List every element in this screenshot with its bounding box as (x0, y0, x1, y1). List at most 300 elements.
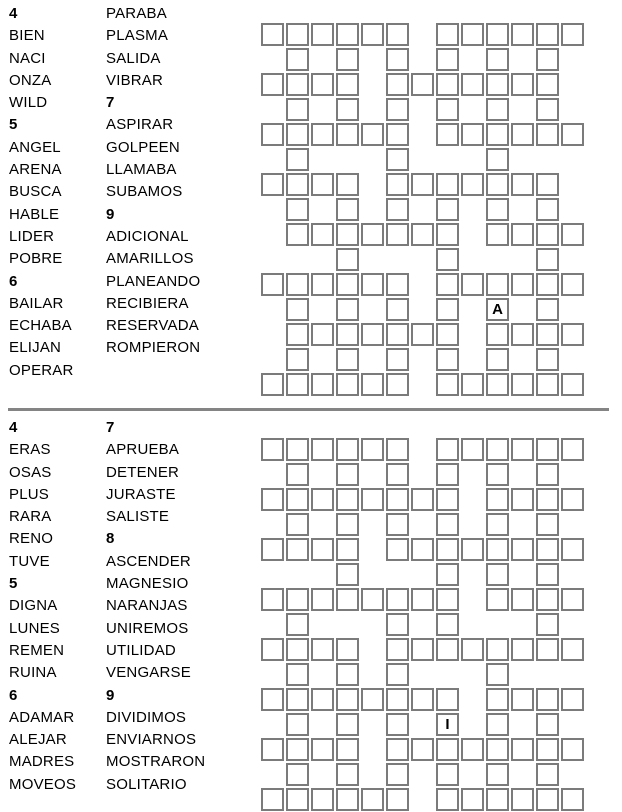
grid-cell[interactable] (311, 538, 334, 561)
fill-in-grid-top (261, 23, 585, 397)
grid-cell[interactable] (486, 638, 509, 661)
grid-cell[interactable] (311, 488, 334, 511)
grid-cell[interactable] (461, 373, 484, 396)
grid-cell[interactable] (561, 588, 584, 611)
grid-cell[interactable] (336, 73, 359, 96)
grid-cell[interactable] (286, 538, 309, 561)
word-item: RARA (9, 508, 52, 526)
grid-cell[interactable] (536, 438, 559, 461)
grid-cell[interactable] (336, 48, 359, 71)
grid-cell[interactable] (461, 123, 484, 146)
grid-cell[interactable] (336, 788, 359, 811)
grid-cell[interactable] (436, 713, 459, 736)
grid-cell[interactable] (386, 438, 409, 461)
grid-cell[interactable] (261, 588, 284, 611)
word-item: RECIBIERA (106, 294, 189, 312)
grid-cell[interactable] (486, 563, 509, 586)
grid-cell[interactable] (461, 738, 484, 761)
grid-cell[interactable] (436, 688, 459, 711)
grid-cell[interactable] (286, 298, 309, 321)
grid-cell[interactable] (486, 23, 509, 46)
grid-cell[interactable] (536, 123, 559, 146)
grid-cell[interactable] (286, 463, 309, 486)
grid-cell[interactable] (561, 738, 584, 761)
grid-cell[interactable] (386, 713, 409, 736)
grid-cell[interactable] (561, 688, 584, 711)
grid-cell[interactable] (286, 223, 309, 246)
grid-cell[interactable] (511, 123, 534, 146)
grid-cell[interactable] (286, 123, 309, 146)
grid-cell[interactable] (486, 223, 509, 246)
grid-cell[interactable] (361, 123, 384, 146)
grid-cell[interactable] (386, 663, 409, 686)
word-item: MADRES (9, 753, 75, 771)
grid-cell[interactable] (511, 688, 534, 711)
word-item: ADICIONAL (106, 227, 189, 245)
grid-cell[interactable] (311, 638, 334, 661)
grid-cell[interactable] (536, 98, 559, 121)
grid-cell[interactable] (386, 463, 409, 486)
grid-cell[interactable] (486, 98, 509, 121)
grid-cell[interactable] (536, 563, 559, 586)
grid-cell[interactable] (386, 763, 409, 786)
grid-cell[interactable] (386, 688, 409, 711)
grid-cell[interactable] (386, 73, 409, 96)
prefilled-letter: I (445, 716, 450, 733)
grid-cell[interactable] (561, 23, 584, 46)
grid-cell[interactable] (336, 248, 359, 271)
grid-cell[interactable] (486, 763, 509, 786)
grid-cell[interactable] (311, 23, 334, 46)
grid-cell[interactable] (386, 273, 409, 296)
grid-cell[interactable] (386, 638, 409, 661)
word-item: SUBAMOS (106, 183, 183, 201)
grid-cell[interactable] (286, 613, 309, 636)
grid-cell[interactable] (511, 223, 534, 246)
grid-cell[interactable] (386, 323, 409, 346)
word-item: DETENER (106, 463, 180, 481)
grid-cell[interactable] (536, 323, 559, 346)
grid-cell[interactable] (336, 738, 359, 761)
grid-cell[interactable] (286, 348, 309, 371)
grid-cell[interactable] (286, 713, 309, 736)
grid-cell[interactable] (411, 223, 434, 246)
grid-cell[interactable] (286, 638, 309, 661)
grid-cell[interactable] (436, 638, 459, 661)
grid-cell[interactable] (511, 373, 534, 396)
grid-cell[interactable] (336, 638, 359, 661)
grid-cell[interactable] (536, 298, 559, 321)
grid-cell[interactable] (461, 438, 484, 461)
word-item: ANGEL (9, 138, 61, 156)
grid-cell[interactable] (436, 173, 459, 196)
grid-cell[interactable] (336, 763, 359, 786)
word-item: ONZA (9, 71, 52, 89)
grid-cell[interactable] (311, 223, 334, 246)
grid-cell[interactable] (461, 638, 484, 661)
grid-cell[interactable] (336, 323, 359, 346)
grid-cell[interactable] (336, 373, 359, 396)
grid-cell[interactable] (311, 738, 334, 761)
grid-cell[interactable] (561, 323, 584, 346)
grid-cell[interactable] (536, 588, 559, 611)
word-item: NACI (9, 49, 46, 67)
grid-cell[interactable] (486, 488, 509, 511)
word-item: ASCENDER (106, 552, 191, 570)
grid-cell[interactable] (536, 788, 559, 811)
grid-cell[interactable] (286, 173, 309, 196)
grid-cell[interactable] (511, 73, 534, 96)
grid-cell[interactable] (561, 638, 584, 661)
grid-cell[interactable] (536, 348, 559, 371)
word-item: LIDER (9, 227, 55, 245)
grid-cell[interactable] (261, 123, 284, 146)
grid-cell[interactable] (486, 273, 509, 296)
grid-cell[interactable] (361, 323, 384, 346)
grid-cell[interactable] (286, 588, 309, 611)
grid-cell[interactable] (486, 663, 509, 686)
grid-cell[interactable] (261, 173, 284, 196)
grid-cell[interactable] (361, 788, 384, 811)
grid-cell[interactable] (386, 348, 409, 371)
grid-cell[interactable] (286, 323, 309, 346)
grid-cell[interactable] (386, 173, 409, 196)
grid-cell[interactable] (486, 298, 509, 321)
grid-cell[interactable] (336, 438, 359, 461)
grid-cell[interactable] (286, 438, 309, 461)
grid-cell[interactable] (436, 98, 459, 121)
grid-cell[interactable] (511, 23, 534, 46)
grid-cell[interactable] (386, 513, 409, 536)
grid-cell[interactable] (486, 513, 509, 536)
grid-cell[interactable] (436, 513, 459, 536)
grid-cell[interactable] (536, 513, 559, 536)
grid-cell[interactable] (386, 588, 409, 611)
grid-cell[interactable] (261, 438, 284, 461)
grid-cell[interactable] (261, 373, 284, 396)
grid-cell[interactable] (261, 638, 284, 661)
grid-cell[interactable] (336, 198, 359, 221)
grid-cell[interactable] (311, 73, 334, 96)
word-item: MAGNESIO (106, 575, 189, 593)
grid-cell[interactable] (461, 273, 484, 296)
grid-cell[interactable] (311, 323, 334, 346)
grid-cell[interactable] (511, 788, 534, 811)
word-item: OSAS (9, 463, 52, 481)
grid-cell[interactable] (286, 513, 309, 536)
grid-cell[interactable] (336, 688, 359, 711)
grid-cell[interactable] (561, 223, 584, 246)
grid-cell[interactable] (311, 688, 334, 711)
grid-cell[interactable] (511, 173, 534, 196)
word-item: SALISTE (106, 508, 170, 526)
grid-cell[interactable] (386, 23, 409, 46)
grid-cell[interactable] (436, 123, 459, 146)
grid-cell[interactable] (436, 73, 459, 96)
word-item: JURASTE (106, 485, 176, 503)
grid-cell[interactable] (386, 538, 409, 561)
grid-cell[interactable] (436, 248, 459, 271)
grid-cell[interactable] (411, 538, 434, 561)
grid-cell[interactable] (536, 738, 559, 761)
grid-cell[interactable] (336, 463, 359, 486)
grid-cell[interactable] (436, 763, 459, 786)
grid-cell[interactable] (336, 223, 359, 246)
grid-cell[interactable] (511, 738, 534, 761)
grid-cell[interactable] (286, 48, 309, 71)
grid-cell[interactable] (511, 488, 534, 511)
grid-cell[interactable] (386, 123, 409, 146)
grid-cell[interactable] (261, 23, 284, 46)
grid-cell[interactable] (486, 348, 509, 371)
grid-cell[interactable] (286, 488, 309, 511)
grid-cell[interactable] (286, 788, 309, 811)
word-list-top-left (9, 3, 74, 382)
grid-cell[interactable] (536, 23, 559, 46)
grid-cell[interactable] (486, 173, 509, 196)
grid-cell[interactable] (361, 438, 384, 461)
grid-cell[interactable] (261, 788, 284, 811)
grid-cell[interactable] (486, 438, 509, 461)
grid-cell[interactable] (411, 738, 434, 761)
grid-cell[interactable] (486, 48, 509, 71)
grid-cell[interactable] (311, 373, 334, 396)
word-item: VENGARSE (106, 664, 191, 682)
grid-cell[interactable] (386, 198, 409, 221)
word-item: PLUS (9, 485, 49, 503)
grid-cell[interactable] (386, 738, 409, 761)
word-item: UTILIDAD (106, 641, 176, 659)
grid-cell[interactable] (436, 538, 459, 561)
grid-cell[interactable] (336, 588, 359, 611)
grid-cell[interactable] (336, 538, 359, 561)
grid-cell[interactable] (536, 488, 559, 511)
grid-cell[interactable] (386, 613, 409, 636)
grid-cell[interactable] (536, 613, 559, 636)
word-item: RUINA (9, 664, 57, 682)
grid-cell[interactable] (511, 638, 534, 661)
grid-cell[interactable] (536, 198, 559, 221)
grid-cell[interactable] (436, 463, 459, 486)
grid-cell[interactable] (436, 298, 459, 321)
grid-cell[interactable] (361, 488, 384, 511)
grid-cell[interactable] (286, 73, 309, 96)
grid-cell[interactable] (536, 173, 559, 196)
word-item: TUVE (9, 552, 50, 570)
grid-cell[interactable] (361, 688, 384, 711)
grid-cell[interactable] (436, 738, 459, 761)
word-list-top-right (106, 3, 200, 360)
grid-cell[interactable] (361, 23, 384, 46)
grid-cell[interactable] (336, 513, 359, 536)
word-item: ARENA (9, 161, 62, 179)
grid-cell[interactable] (311, 273, 334, 296)
grid-cell[interactable] (561, 373, 584, 396)
grid-cell[interactable] (311, 788, 334, 811)
grid-cell[interactable] (386, 373, 409, 396)
grid-cell[interactable] (486, 463, 509, 486)
word-item: WILD (9, 94, 48, 112)
grid-cell[interactable] (336, 173, 359, 196)
word-item: LUNES (9, 619, 61, 637)
grid-cell[interactable] (336, 348, 359, 371)
grid-cell[interactable] (386, 298, 409, 321)
word-item: ERAS (9, 441, 51, 459)
grid-cell[interactable] (486, 788, 509, 811)
word-item: ENVIARNOS (106, 731, 197, 749)
grid-cell[interactable] (536, 538, 559, 561)
grid-cell[interactable] (436, 223, 459, 246)
grid-cell[interactable] (536, 373, 559, 396)
grid-cell[interactable] (286, 373, 309, 396)
grid-cell[interactable] (536, 638, 559, 661)
grid-cell[interactable] (561, 788, 584, 811)
grid-cell[interactable] (561, 438, 584, 461)
grid-cell[interactable] (411, 688, 434, 711)
grid-cell[interactable] (486, 323, 509, 346)
grid-cell[interactable] (536, 48, 559, 71)
grid-cell[interactable] (361, 273, 384, 296)
grid-cell[interactable] (261, 273, 284, 296)
grid-cell[interactable] (436, 323, 459, 346)
grid-cell[interactable] (511, 323, 534, 346)
grid-cell[interactable] (561, 488, 584, 511)
word-length-header: 7 (106, 419, 115, 436)
grid-cell[interactable] (261, 688, 284, 711)
grid-cell[interactable] (386, 488, 409, 511)
grid-cell[interactable] (261, 488, 284, 511)
grid-cell[interactable] (411, 488, 434, 511)
grid-cell[interactable] (311, 588, 334, 611)
grid-cell[interactable] (436, 373, 459, 396)
grid-cell[interactable] (536, 73, 559, 96)
grid-cell[interactable] (336, 123, 359, 146)
grid-cell[interactable] (486, 713, 509, 736)
word-item: ASPIRAR (106, 116, 174, 134)
grid-cell[interactable] (286, 738, 309, 761)
grid-cell[interactable] (436, 198, 459, 221)
grid-cell[interactable] (511, 538, 534, 561)
grid-cell[interactable] (361, 223, 384, 246)
grid-cell[interactable] (386, 148, 409, 171)
grid-cell[interactable] (436, 48, 459, 71)
grid-cell[interactable] (411, 638, 434, 661)
grid-cell[interactable] (486, 588, 509, 611)
grid-cell[interactable] (261, 73, 284, 96)
grid-cell[interactable] (436, 438, 459, 461)
grid-cell[interactable] (461, 73, 484, 96)
grid-cell[interactable] (436, 563, 459, 586)
grid-cell[interactable] (461, 173, 484, 196)
grid-cell[interactable] (486, 738, 509, 761)
grid-cell[interactable] (336, 663, 359, 686)
grid-cell[interactable] (336, 563, 359, 586)
grid-cell[interactable] (261, 738, 284, 761)
grid-cell[interactable] (436, 613, 459, 636)
grid-cell[interactable] (511, 588, 534, 611)
grid-cell[interactable] (311, 438, 334, 461)
grid-cell[interactable] (436, 23, 459, 46)
grid-cell[interactable] (486, 538, 509, 561)
grid-cell[interactable] (411, 73, 434, 96)
grid-cell[interactable] (561, 538, 584, 561)
grid-cell[interactable] (286, 688, 309, 711)
word-item: GOLPEEN (106, 138, 180, 156)
grid-cell[interactable] (386, 48, 409, 71)
grid-cell[interactable] (511, 438, 534, 461)
grid-cell[interactable] (536, 713, 559, 736)
grid-cell[interactable] (361, 588, 384, 611)
word-length-header: 4 (9, 5, 18, 22)
word-item: DIVIDIMOS (106, 708, 187, 726)
grid-cell[interactable] (336, 98, 359, 121)
grid-cell[interactable] (286, 273, 309, 296)
word-item: ELIJAN (9, 339, 62, 357)
grid-cell[interactable] (461, 788, 484, 811)
grid-cell[interactable] (561, 123, 584, 146)
grid-cell[interactable] (486, 198, 509, 221)
grid-cell[interactable] (286, 23, 309, 46)
word-item: BUSCA (9, 183, 62, 201)
grid-cell[interactable] (361, 373, 384, 396)
grid-cell[interactable] (486, 688, 509, 711)
grid-cell[interactable] (486, 373, 509, 396)
grid-cell[interactable] (536, 248, 559, 271)
grid-cell[interactable] (536, 688, 559, 711)
grid-cell[interactable] (486, 148, 509, 171)
grid-cell[interactable] (461, 538, 484, 561)
grid-cell[interactable] (411, 588, 434, 611)
grid-cell[interactable] (511, 273, 534, 296)
word-item: OPERAR (9, 361, 74, 379)
grid-cell[interactable] (536, 273, 559, 296)
grid-cell[interactable] (286, 98, 309, 121)
grid-cell[interactable] (386, 788, 409, 811)
grid-cell[interactable] (311, 173, 334, 196)
grid-cell[interactable] (286, 763, 309, 786)
grid-cell[interactable] (311, 123, 334, 146)
grid-cell[interactable] (536, 763, 559, 786)
grid-cell[interactable] (536, 463, 559, 486)
grid-cell[interactable] (286, 148, 309, 171)
grid-cell[interactable] (436, 488, 459, 511)
grid-cell[interactable] (336, 713, 359, 736)
grid-cell[interactable] (261, 538, 284, 561)
word-item: PARABA (106, 5, 167, 22)
grid-cell[interactable] (286, 663, 309, 686)
grid-cell[interactable] (486, 123, 509, 146)
grid-cell[interactable] (411, 323, 434, 346)
grid-cell[interactable] (561, 273, 584, 296)
grid-cell[interactable] (436, 273, 459, 296)
grid-cell[interactable] (336, 488, 359, 511)
word-item: POBRE (9, 250, 63, 268)
grid-cell[interactable] (536, 223, 559, 246)
grid-cell[interactable] (411, 173, 434, 196)
grid-cell[interactable] (436, 348, 459, 371)
grid-cell[interactable] (461, 23, 484, 46)
grid-cell[interactable] (286, 198, 309, 221)
word-length-header: 6 (9, 272, 18, 290)
grid-cell[interactable] (336, 298, 359, 321)
grid-cell[interactable] (336, 23, 359, 46)
grid-cell[interactable] (386, 223, 409, 246)
grid-cell[interactable] (386, 98, 409, 121)
grid-cell[interactable] (486, 73, 509, 96)
grid-cell[interactable] (336, 273, 359, 296)
grid-cell[interactable] (436, 588, 459, 611)
grid-cell[interactable] (436, 788, 459, 811)
